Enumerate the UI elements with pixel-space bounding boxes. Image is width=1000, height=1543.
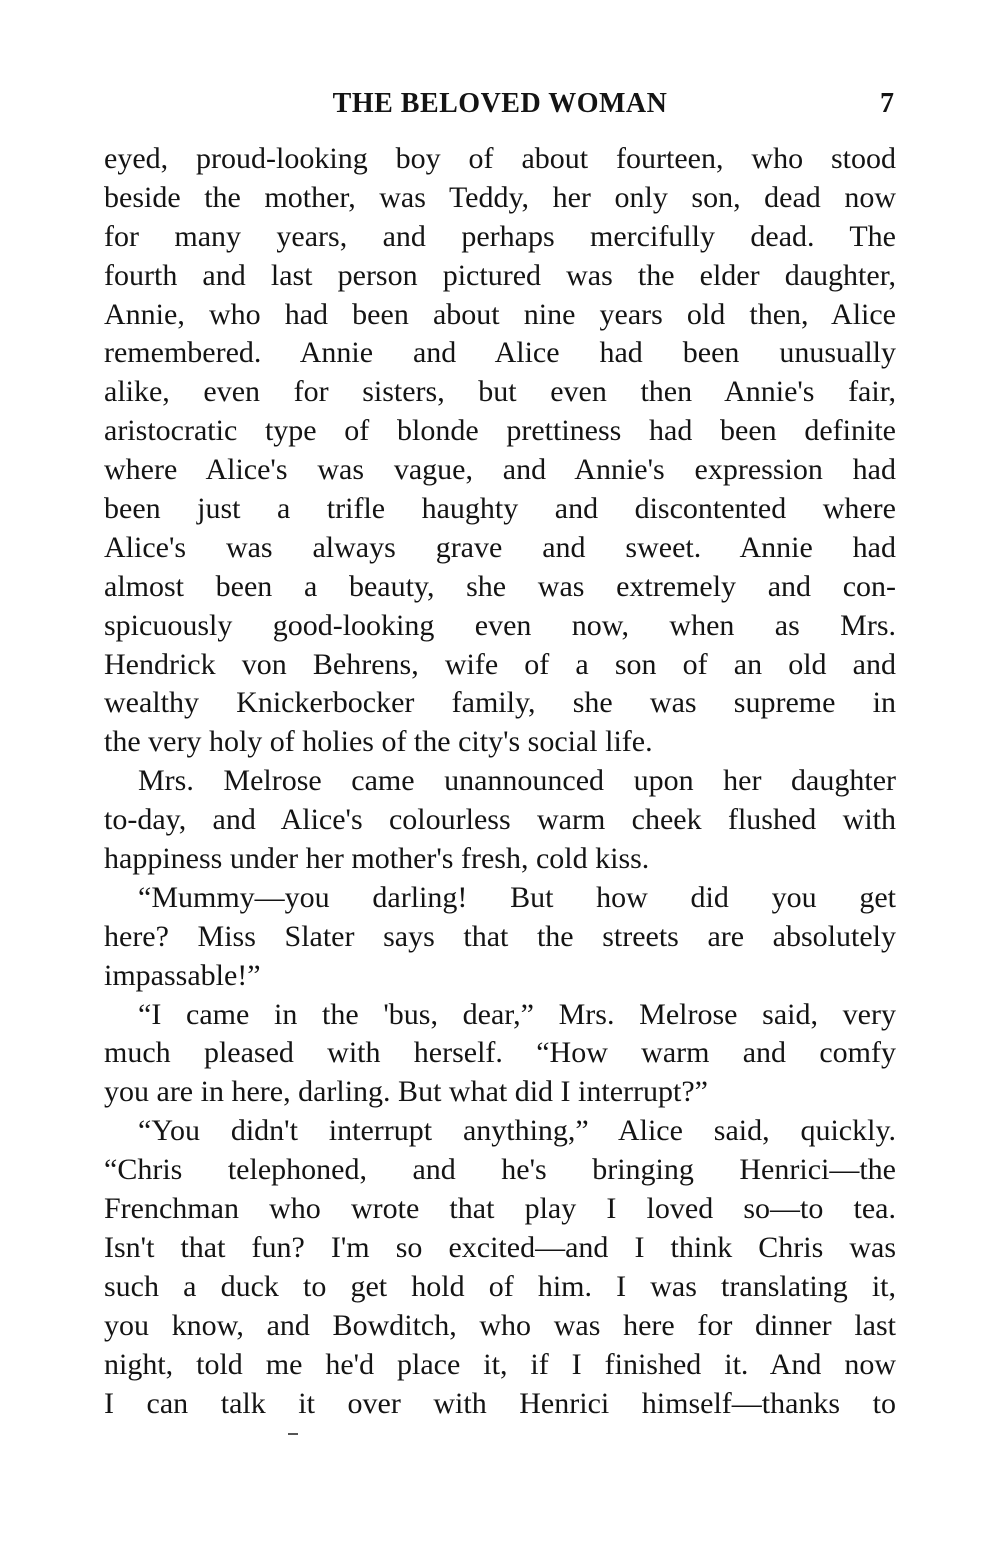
text-line: wealthy Knickerbocker family, she was supreme in (104, 686, 896, 720)
text-line: impassable!” (104, 958, 261, 992)
text-line: Frenchman who wrote that play I loved so—to tea. (104, 1192, 896, 1226)
text-line: aristocratic type of blonde prettiness had been definite (104, 414, 896, 448)
text-line: spicuously good-looking even now, when as Mrs. (104, 608, 896, 642)
running-head (104, 84, 896, 124)
text-line: much pleased with herself. “How warm and comfy (104, 1036, 896, 1070)
text-line: where Alice's was vague, and Annie's expression had (104, 453, 896, 487)
paragraph-first-line: “I came in the 'bus, dear,” Mrs. Melrose said, very (138, 997, 896, 1031)
print-mark (288, 1433, 298, 1435)
body-text (104, 140, 896, 1423)
text-line: fourth and last person pictured was the elder daughter, (104, 258, 896, 292)
text-line: I can talk it over with Henrici himself—thanks to (104, 1386, 896, 1420)
running-title: THE BELOVED WOMAN (332, 88, 668, 119)
page-number: 7 (880, 88, 894, 119)
text-line: Isn't that fun? I'm so excited—and I think Chris was (104, 1230, 896, 1264)
text-line: you are in here, darling. But what did I interrupt?” (104, 1075, 708, 1109)
text-line: you know, and Bowditch, who was here for dinner last (104, 1308, 896, 1342)
text-line: here? Miss Slater says that the streets are absolutely (104, 919, 896, 953)
text-line: Annie, who had been about nine years old then, Alice (104, 297, 896, 331)
paragraph-first-line: “Mummy—you darling! But how did you get (138, 880, 896, 914)
text-line: Hendrick von Behrens, wife of a son of an old and (104, 647, 896, 681)
text-line: alike, even for sisters, but even then Annie's fair, (104, 375, 896, 409)
text-line: been just a trifle haughty and discontented where (104, 492, 896, 526)
text-line: beside the mother, was Teddy, her only son, dead now (104, 180, 896, 214)
text-line: happiness under her mother's fresh, cold kiss. (104, 842, 650, 876)
text-line: such a duck to get hold of him. I was translating it, (104, 1269, 896, 1303)
text-line: “Chris telephoned, and he's bringing Henrici—the (104, 1153, 896, 1187)
paragraph-first-line: Mrs. Melrose came unannounced upon her daughter (138, 764, 896, 798)
text-line: night, told me he'd place it, if I finished it. And now (104, 1347, 896, 1381)
text-line: for many years, and perhaps mercifully dead. The (104, 219, 896, 253)
text-line: Alice's was always grave and sweet. Annie had (104, 530, 896, 564)
text-line: to-day, and Alice's colourless warm cheek flushed with (104, 803, 896, 837)
paragraph-first-line: “You didn't interrupt anything,” Alice said, quickly. (138, 1114, 896, 1148)
text-line: remembered. Annie and Alice had been unusually (104, 336, 896, 370)
text-line: the very holy of holies of the city's social life. (104, 725, 653, 759)
text-line: eyed, proud-looking boy of about fourteen, who stood (104, 142, 896, 175)
text-line: almost been a beauty, she was extremely and con- (104, 569, 896, 603)
